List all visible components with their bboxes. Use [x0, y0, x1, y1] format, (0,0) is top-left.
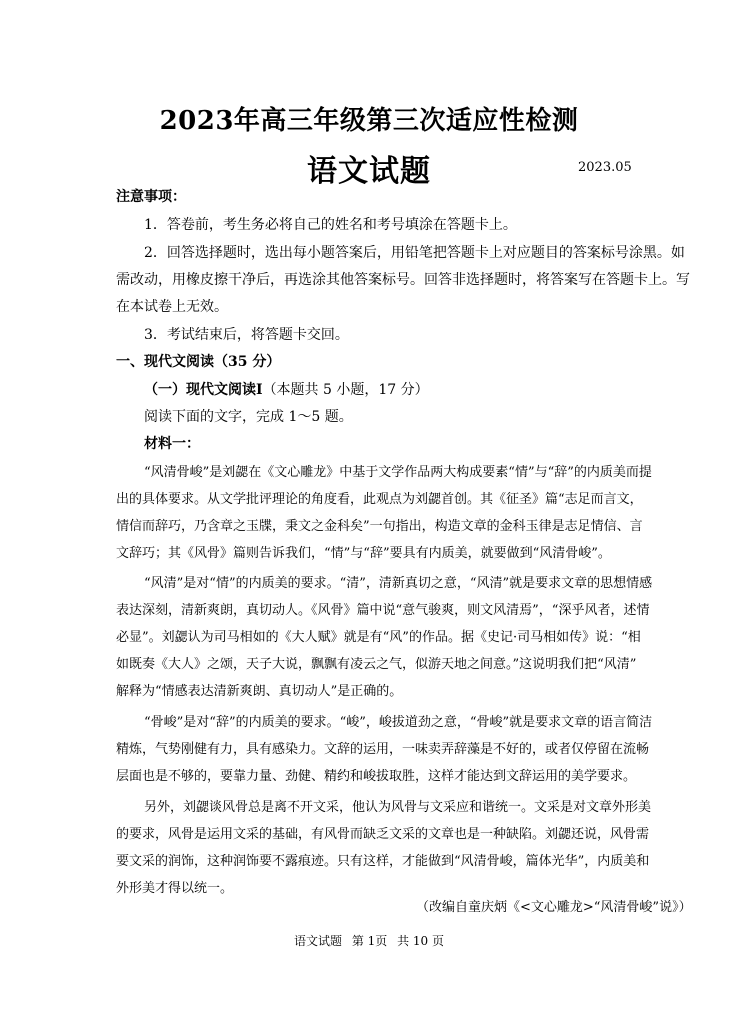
notice-item: 需改动，用橡皮擦干净后，再选涂其他答案标号。回答非选择题时，将答案写在答题卡上。写: [116, 272, 690, 288]
paragraph-line: 外形美才得以统一。: [116, 881, 234, 896]
notice-item: 在本试卷上无效。: [116, 299, 228, 315]
material-label: 材料一：: [144, 436, 200, 452]
page-footer: [0, 932, 738, 949]
footer-subject: 语文试题: [293, 934, 342, 948]
notice-item: 3．考试结束后，将答题卡交回。: [144, 327, 349, 343]
footer-page: 第 1页: [351, 934, 388, 948]
paragraph-line: 如既奏《大人》之颂，天子大说，飘飘有凌云之气，似游天地之间意。”这说明我们把“风清”: [116, 657, 637, 672]
paragraph-line: 层面也是不够的，要靠力量、劲健、精约和峻拔取胜，这样才能达到文辞运用的美学要求。: [116, 769, 637, 784]
subsection-heading: [144, 381, 429, 399]
section-heading: 一、现代文阅读（35 分）: [116, 354, 281, 370]
paragraph-line: 要文采的润饰，这种润饰要不露痕迹。只有这样，才能做到“风清骨峻，篇体光华”，内质美和: [116, 854, 650, 869]
notice-heading: 注意事项：: [116, 189, 186, 205]
paragraph-line: 的要求，风骨是运用文采的基础，有风骨而缺乏文采的文章也是一种缺陷。刘勰还说，风骨需: [116, 827, 650, 842]
subsection-label: （一）现代文阅读Ⅰ: [144, 382, 263, 398]
paragraph-line: 精炼，气势刚健有力，具有感染力。文辞的运用，一味卖弄辞藻是不好的，或者仅停留在流畅: [116, 742, 650, 757]
paragraph-line: 出的具体要求。从文学批评理论的角度看，此观点为刘勰首创。其《征圣》篇“志足而言文，: [116, 492, 643, 507]
paragraph-line: 文辞巧；其《风骨》篇则告诉我们，“情”与“辞”要具有内质美，就要做到“风清骨峻”。: [116, 546, 611, 561]
exam-subtitle: 语文试题: [307, 154, 431, 189]
source-citation: （改编自童庆炳《<文心雕龙>“风清骨峻”说》）: [416, 900, 692, 915]
notice-item: 1．答卷前，考生务必将自己的姓名和考号填涂在答题卡上。: [144, 217, 517, 233]
paragraph-line: “骨峻”是对“辞”的内质美的要求。“峻”，峻拔道劲之意，“骨峻”就是要求文章的语言简洁: [144, 715, 653, 730]
paragraph-line: “风清”是对“情”的内质美的要求。“清”，清新真切之意，“风清”就是要求文章的思想情感: [144, 576, 653, 591]
notice-item: 2．回答选择题时，选出每小题答案后，用铅笔把答题卡上对应题目的答案标号涂黑。如: [144, 245, 685, 261]
paragraph-line: “风清骨峻”是刘勰在《文心雕龙》中基于文学作品两大构成要素“情”与“辞”的内质美而提: [144, 465, 652, 480]
footer-total: 共 10 页: [397, 934, 445, 948]
paragraph-line: 解释为“情感表达清新爽朗、真切动人”是正确的。: [116, 684, 403, 699]
paragraph-line: 另外，刘勰谈风骨总是离不开文采，他认为风骨与文采应和谐统一。文采是对文章外形美: [144, 800, 652, 815]
paragraph-line: 情信而辞巧，乃含章之玉牒，秉文之金科矣”一句指出，构造文章的金科玉律是志足情信、言: [116, 519, 643, 534]
exam-date: 2023.05: [578, 160, 632, 175]
instruction: 阅读下面的文字，完成 1～5 题。: [144, 409, 353, 425]
paragraph-line: 必显”。刘勰认为司马相如的《大人赋》就是有“风”的作品。据《史记·司马相如传》说：“相: [116, 630, 641, 645]
exam-title: 2023年高三年级第三次适应性检测: [159, 106, 579, 136]
subsection-info: （本题共 5 小题，17 分）: [262, 382, 429, 398]
paragraph-line: 表达深刻，清新爽朗，真切动人。《风骨》篇中说“意气骏爽，则文风清焉”，“深乎风者，述情: [116, 603, 650, 618]
